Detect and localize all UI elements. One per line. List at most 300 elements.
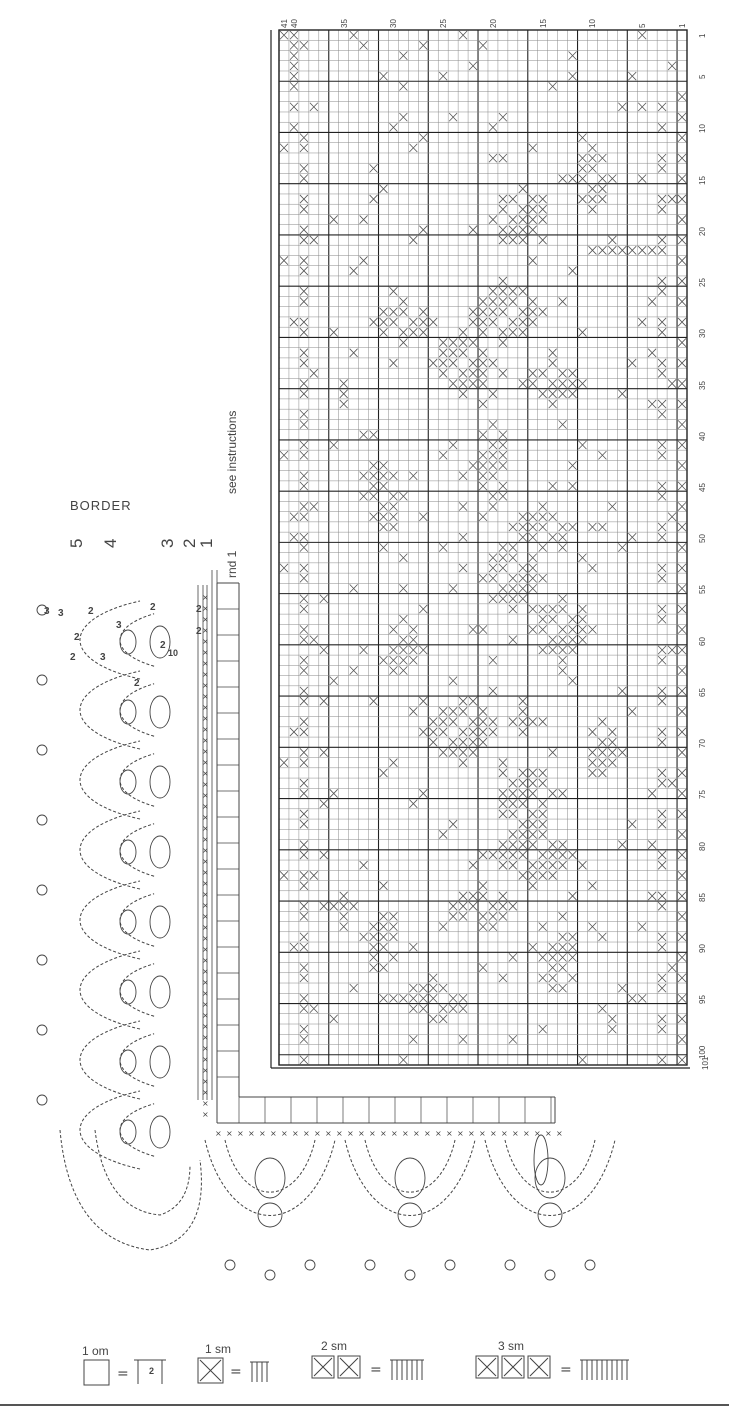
edge-sc: × [202, 725, 209, 734]
block-cross [429, 359, 437, 367]
block-cross [419, 328, 427, 336]
block-cross [499, 226, 507, 234]
scallop-inner [120, 614, 154, 666]
block-cross [658, 277, 666, 285]
block-cross [588, 759, 596, 767]
block-cross [608, 759, 616, 767]
block-cross [529, 308, 537, 316]
block-cross [569, 461, 577, 469]
block-cross [290, 82, 298, 90]
block-cross [459, 369, 467, 377]
block-cross [559, 369, 567, 377]
block-cross [559, 390, 567, 398]
block-cross [678, 215, 686, 223]
block-cross [559, 789, 567, 797]
block-cross [409, 707, 417, 715]
block-cross [499, 851, 507, 859]
block-cross [439, 748, 447, 756]
block-cross [479, 923, 487, 931]
block-cross [569, 953, 577, 961]
picot [37, 955, 47, 965]
block-cross [588, 625, 596, 633]
block-cross [439, 728, 447, 736]
block-cross [290, 728, 298, 736]
block-cross [588, 144, 596, 152]
block-cross [449, 820, 457, 828]
edge-sc: × [202, 1000, 209, 1009]
block-cross [579, 328, 587, 336]
row-number: 85 [698, 893, 707, 902]
block-cross [399, 584, 407, 592]
block-cross [549, 605, 557, 613]
block-cross [668, 62, 676, 70]
block-cross [638, 318, 646, 326]
scallop-outer [80, 951, 140, 1029]
block-cross [469, 338, 477, 346]
block-cross [360, 646, 368, 654]
block-cross [529, 215, 537, 223]
block-cross [509, 1035, 517, 1043]
block-cross [489, 318, 497, 326]
block-cross [539, 605, 547, 613]
block-cross [300, 359, 308, 367]
block-cross [678, 236, 686, 244]
block-cross [539, 830, 547, 838]
block-cross [529, 554, 537, 562]
block-cross [569, 390, 577, 398]
block-cross [539, 390, 547, 398]
block-cross [668, 779, 676, 787]
block-cross [519, 236, 527, 244]
chain-count: 3 [116, 620, 122, 631]
block-cross [370, 933, 378, 941]
block-cross [300, 728, 308, 736]
block-cross [559, 595, 567, 603]
chain-count: 10 [168, 648, 179, 658]
block-cross [389, 123, 397, 131]
block-cross [380, 523, 388, 531]
block-cross [579, 1056, 587, 1064]
block-cross [340, 923, 348, 931]
block-cross [300, 1035, 308, 1043]
block-cross [559, 656, 567, 664]
block-cross [678, 994, 686, 1002]
legend-label-1om: 1 om [82, 1344, 109, 1358]
block-cross [370, 164, 378, 172]
block-cross [499, 492, 507, 500]
block-cross [618, 543, 626, 551]
block-cross [529, 789, 537, 797]
block-cross [280, 256, 288, 264]
block-cross [678, 851, 686, 859]
picot [37, 815, 47, 825]
block-cross [509, 215, 517, 223]
block-cross [399, 297, 407, 305]
scallop-inner [120, 1104, 154, 1156]
block-cross [588, 195, 596, 203]
block-cross [678, 687, 686, 695]
block-cross [499, 892, 507, 900]
block-cross [479, 738, 487, 746]
edge-sc: × [202, 802, 209, 811]
block-cross [658, 318, 666, 326]
legend-stitches-2 [390, 1360, 424, 1380]
border-title: BORDER [70, 498, 132, 513]
block-cross [340, 379, 348, 387]
block-cross [549, 359, 557, 367]
block-cross [330, 677, 338, 685]
block-cross [380, 513, 388, 521]
block-cross [300, 789, 308, 797]
block-cross [559, 933, 567, 941]
block-cross [290, 513, 298, 521]
block-cross [678, 195, 686, 203]
block-cross [519, 851, 527, 859]
block-cross [469, 62, 477, 70]
bottom-scallop-inner [225, 1140, 315, 1192]
column-number: 1 [678, 23, 688, 28]
block-cross [678, 974, 686, 982]
block-cross [439, 923, 447, 931]
block-cross [300, 595, 308, 603]
edge-sc: × [202, 1066, 209, 1075]
block-cross [559, 420, 567, 428]
block-cross [459, 902, 467, 910]
block-cross [459, 738, 467, 746]
block-cross [519, 841, 527, 849]
legend-equals: = [230, 1364, 242, 1380]
block-cross [320, 748, 328, 756]
block-cross [380, 543, 388, 551]
edge-sc: × [202, 604, 209, 613]
block-cross [608, 1015, 616, 1023]
edge-sc: × [202, 857, 209, 866]
edge-sc: × [202, 747, 209, 756]
block-cross [579, 379, 587, 387]
edge-sc: × [202, 758, 209, 767]
block-cross [399, 554, 407, 562]
row-number: 95 [698, 995, 707, 1005]
block-cross [519, 820, 527, 828]
block-cross [519, 564, 527, 572]
edge-sc: × [237, 1129, 244, 1138]
block-cross [380, 72, 388, 80]
block-cross [519, 287, 527, 295]
block-cross [489, 851, 497, 859]
block-cross [429, 1015, 437, 1023]
block-cross [668, 195, 676, 203]
block-cross [549, 748, 557, 756]
filled-blocks [280, 31, 686, 1064]
leaf-motif [120, 630, 136, 654]
block-cross [519, 308, 527, 316]
block-cross [380, 328, 388, 336]
edge-sc: × [226, 1129, 233, 1138]
block-cross [499, 482, 507, 490]
block-cross [489, 923, 497, 931]
block-cross [569, 523, 577, 531]
block-cross [300, 666, 308, 674]
block-cross [529, 523, 537, 531]
edge-sc: × [202, 1099, 209, 1108]
block-cross [439, 543, 447, 551]
edge-sc: × [402, 1129, 409, 1138]
block-cross [300, 636, 308, 644]
edge-sc: × [202, 769, 209, 778]
block-cross [459, 328, 467, 336]
block-cross [658, 697, 666, 705]
block-cross [479, 318, 487, 326]
block-cross [479, 379, 487, 387]
block-cross [449, 902, 457, 910]
block-cross [409, 636, 417, 644]
block-cross [300, 410, 308, 418]
block-cross [399, 615, 407, 623]
block-cross [628, 533, 636, 541]
block-cross [598, 154, 606, 162]
block-cross [678, 523, 686, 531]
block-cross [320, 902, 328, 910]
block-cross [658, 943, 666, 951]
block-cross [678, 564, 686, 572]
edge-sc: × [270, 1129, 277, 1138]
block-cross [479, 912, 487, 920]
scallop-inner [120, 964, 154, 1016]
block-cross [300, 379, 308, 387]
column-number: 30 [389, 19, 399, 28]
block-cross [678, 1035, 686, 1043]
block-cross [499, 861, 507, 869]
block-cross [618, 246, 626, 254]
block-cross [360, 256, 368, 264]
edge-sc: × [391, 1129, 398, 1138]
block-cross [519, 800, 527, 808]
block-cross [409, 800, 417, 808]
edge-sc: × [202, 1055, 209, 1064]
block-cross [380, 318, 388, 326]
column-number: 35 [339, 19, 349, 28]
block-cross [300, 810, 308, 818]
block-cross [628, 359, 636, 367]
edge-sc: × [202, 813, 209, 822]
edge-sc: × [202, 659, 209, 668]
block-cross [499, 113, 507, 121]
block-cross [658, 246, 666, 254]
block-cross [489, 912, 497, 920]
block-cross [509, 236, 517, 244]
block-cross [469, 902, 477, 910]
block-cross [409, 943, 417, 951]
block-cross [389, 625, 397, 633]
block-cross [579, 195, 587, 203]
block-cross [678, 871, 686, 879]
column-number: 40 [289, 19, 299, 28]
block-cross [489, 902, 497, 910]
legend-equals: = [370, 1362, 382, 1378]
block-cross [569, 379, 577, 387]
block-cross [598, 933, 606, 941]
block-cross [559, 646, 567, 654]
block-cross [529, 625, 537, 633]
block-cross [539, 923, 547, 931]
block-cross [320, 697, 328, 705]
scallop-inner [120, 684, 154, 736]
block-cross [469, 697, 477, 705]
block-cross [569, 677, 577, 685]
block-cross [489, 472, 497, 480]
block-cross [539, 195, 547, 203]
edge-sc: × [512, 1129, 519, 1138]
block-cross [549, 851, 557, 859]
block-cross [449, 707, 457, 715]
block-cross [300, 1056, 308, 1064]
block-cross [549, 974, 557, 982]
block-cross [569, 369, 577, 377]
corner-curve [95, 1130, 190, 1215]
edge-sc: × [347, 1129, 354, 1138]
block-cross [539, 615, 547, 623]
leaf-motif [535, 1158, 565, 1198]
legend-solid-2b-x [340, 1358, 358, 1376]
row-number: 30 [698, 329, 707, 339]
block-cross [459, 379, 467, 387]
block-cross [290, 123, 298, 131]
block-cross [479, 359, 487, 367]
block-cross [598, 748, 606, 756]
block-cross [419, 984, 427, 992]
block-cross [559, 953, 567, 961]
block-cross [499, 759, 507, 767]
block-cross [459, 31, 467, 39]
block-cross [499, 902, 507, 910]
block-cross [559, 636, 567, 644]
block-cross [389, 646, 397, 654]
legend-open-mesh [84, 1360, 109, 1385]
block-cross [300, 451, 308, 459]
block-cross [409, 625, 417, 633]
block-cross [449, 338, 457, 346]
block-cross [529, 810, 537, 818]
block-cross [459, 728, 467, 736]
block-cross [608, 1025, 616, 1033]
block-cross [608, 174, 616, 182]
block-cross [529, 256, 537, 264]
block-cross [459, 472, 467, 480]
block-cross [539, 810, 547, 818]
block-cross [519, 769, 527, 777]
legend-solid-3b-x [504, 1358, 522, 1376]
leaf-motif [120, 1050, 136, 1074]
block-cross [678, 912, 686, 920]
block-cross [678, 338, 686, 346]
block-cross [588, 923, 596, 931]
block-cross [479, 349, 487, 357]
block-cross [290, 51, 298, 59]
block-cross [549, 82, 557, 90]
block-cross [429, 318, 437, 326]
block-cross [290, 62, 298, 70]
block-cross [529, 830, 537, 838]
block-cross [678, 953, 686, 961]
edge-sc: × [202, 868, 209, 877]
block-cross [489, 359, 497, 367]
block-cross [370, 964, 378, 972]
block-cross [399, 338, 407, 346]
row-number: 101 [701, 1056, 710, 1070]
block-cross [499, 338, 507, 346]
block-cross [300, 912, 308, 920]
block-cross [598, 769, 606, 777]
block-cross [340, 902, 348, 910]
block-cross [459, 707, 467, 715]
block-cross [300, 420, 308, 428]
block-cross [439, 707, 447, 715]
block-cross [539, 308, 547, 316]
block-cross [479, 308, 487, 316]
block-cross [300, 164, 308, 172]
block-cross [489, 461, 497, 469]
bottom-scallop-outer [485, 1140, 615, 1215]
block-cross [300, 697, 308, 705]
block-cross [539, 861, 547, 869]
block-cross [310, 1005, 318, 1013]
block-cross [579, 625, 587, 633]
leaf-motif [150, 906, 170, 938]
block-cross [419, 789, 427, 797]
block-cross [658, 615, 666, 623]
edge-sc: × [202, 593, 209, 602]
block-cross [668, 379, 676, 387]
block-cross [608, 236, 616, 244]
legend-1om-symbol-number: 2 [149, 1366, 155, 1376]
block-cross [310, 103, 318, 111]
block-cross [559, 861, 567, 869]
scallop-inner [120, 894, 154, 946]
block-cross [658, 451, 666, 459]
block-cross [608, 748, 616, 756]
block-cross [519, 574, 527, 582]
block-cross [300, 748, 308, 756]
edge-sc: × [435, 1129, 442, 1138]
block-cross [588, 523, 596, 531]
block-cross [618, 390, 626, 398]
block-cross [300, 605, 308, 613]
edge-sc: × [202, 637, 209, 646]
edge-sc: × [303, 1129, 310, 1138]
block-cross [380, 472, 388, 480]
block-cross [469, 728, 477, 736]
block-cross [658, 902, 666, 910]
block-cross [509, 543, 517, 551]
block-cross [598, 718, 606, 726]
block-cross [658, 1015, 666, 1023]
block-cross [638, 31, 646, 39]
filet-grid [271, 30, 690, 1068]
block-cross [479, 472, 487, 480]
legend-solid-3a-x [478, 1358, 496, 1376]
block-cross [419, 994, 427, 1002]
block-cross [300, 144, 308, 152]
block-cross [409, 994, 417, 1002]
block-cross [559, 523, 567, 531]
block-cross [389, 912, 397, 920]
block-cross [370, 318, 378, 326]
block-cross [598, 523, 606, 531]
legend-solid-3c-x [530, 1358, 548, 1376]
row-number: 80 [698, 841, 707, 851]
block-cross [529, 513, 537, 521]
round-marker-3: 3 [158, 538, 177, 548]
